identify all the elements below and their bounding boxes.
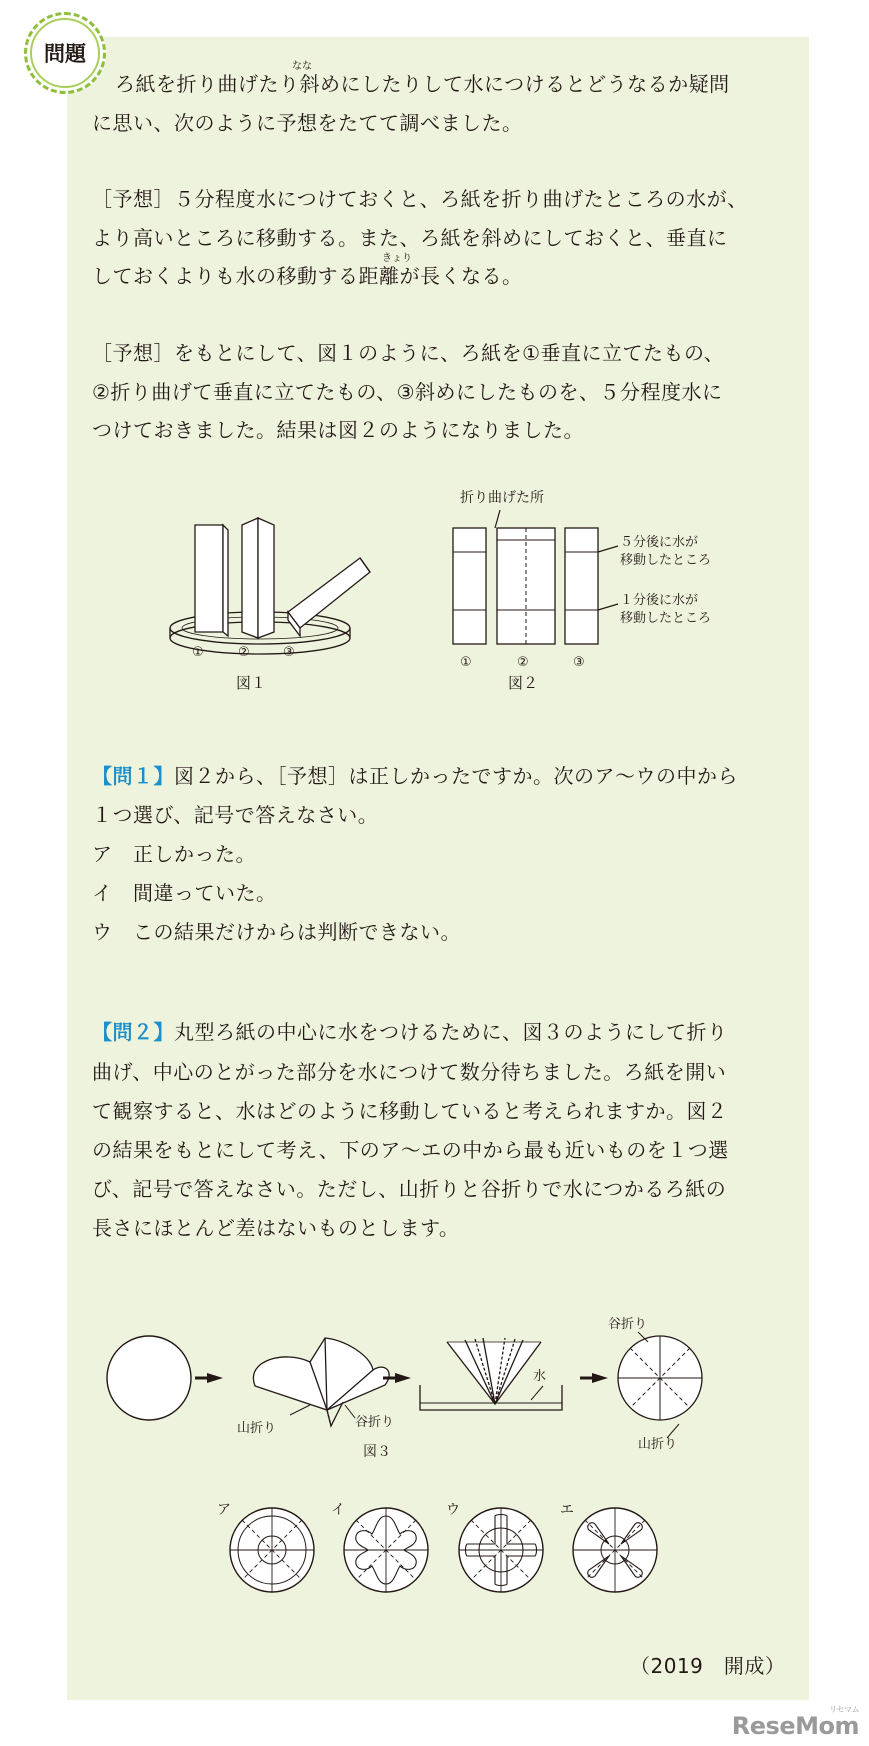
q1-tag: 【問１】 (92, 764, 174, 788)
fig2-label-1min-2: 移動したところ (620, 611, 712, 626)
q1-line-1 (92, 762, 738, 790)
logo-text: ReseMom (731, 1712, 859, 1740)
fig3-caption: 図３ (363, 1444, 391, 1460)
fig1-caption: 図１ (236, 674, 267, 692)
fig2-num-1: ① (460, 655, 472, 670)
option-b-label: イ (331, 1502, 345, 1518)
option-b (344, 1508, 428, 1592)
option-c-label: ウ (446, 1502, 460, 1518)
fig1-strip-2 (242, 518, 274, 638)
hypothesis-line-2: より高いところに移動する。また、ろ紙を斜めにしておくと、垂直に (92, 226, 728, 250)
fig2-label-5min-2: 移動したところ (620, 553, 712, 568)
fig1-strip-3 (288, 558, 370, 636)
fig2-strip-3 (565, 528, 598, 644)
answer-options (215, 1500, 675, 1600)
option-a (230, 1508, 314, 1592)
fig1-num-1: ① (192, 645, 204, 660)
q2-line-3: て観察すると、水はどのように移動していると考えられますか。図２ (92, 1099, 728, 1123)
fig3-valley-label-2: 谷折り (608, 1317, 648, 1332)
q1-choice-c: ウ この結果だけからは判断できない。 (92, 920, 461, 944)
q2-line-1 (92, 1018, 728, 1046)
fig2-num-3: ③ (573, 655, 585, 670)
fig2-strip-1 (453, 528, 486, 644)
hypothesis-line-1: ［予想］５分程度水につけておくと、ろ紙を折り曲げたところの水が、 (92, 187, 748, 211)
problem-badge: 問題 (24, 12, 106, 94)
method-line-3: つけておきました。結果は図２のようになりました。 (92, 418, 584, 442)
fig2-caption: 図２ (508, 674, 539, 692)
hypothesis-line-3: しておくよりも水の移動する距離が長くなる。 (92, 264, 523, 288)
fig2-num-2: ② (517, 655, 529, 670)
fig1-num-2: ② (238, 645, 250, 660)
option-a-label: ア (217, 1502, 231, 1518)
fig2-strip-2 (497, 528, 555, 644)
fig2-label-5min-1: ５分後に水が (620, 535, 699, 550)
figure-1-2 (150, 480, 750, 700)
option-d-label: エ (560, 1502, 574, 1518)
q2-line-5: び、記号で答えなさい。ただし、山折りと谷折りで水につかるろ紙の (92, 1177, 727, 1201)
q2-line-2: 曲げ、中心のとがった部分を水につけて数分待ちました。ろ紙を開い (92, 1060, 727, 1084)
method-line-2: ②折り曲げて垂直に立てたもの、③斜めにしたものを、５分程度水に (92, 380, 723, 404)
intro-line-2: に思い、次のように予想をたてて調べました。 (92, 111, 523, 135)
fig1-num-3: ③ (283, 645, 295, 660)
q1-choice-a: ア 正しかった。 (92, 842, 256, 866)
q2-line-4: の結果をもとにして考え、下のア～エの中から最も近いものを１つ選 (92, 1138, 729, 1162)
fig1-strip-1 (195, 525, 228, 636)
fig3-water-label: 水 (533, 1369, 547, 1384)
option-c (459, 1508, 543, 1592)
method-line-1: ［予想］をもとにして、図１のように、ろ紙を①垂直に立てたもの、 (92, 341, 725, 365)
fig3-valley-label: 谷折り (355, 1415, 395, 1430)
fig3-mountain-label: 山折り (237, 1421, 277, 1436)
fig3-folding-paper (253, 1338, 389, 1426)
q2-tag: 【問２】 (92, 1020, 174, 1044)
ruby-kyori: きょり (382, 253, 412, 264)
figure-3 (95, 1310, 775, 1470)
fig2-fold-label: 折り曲げた所 (460, 490, 544, 506)
logo-ruby: リセマム (829, 1705, 859, 1714)
resemom-logo[interactable] (731, 1705, 859, 1740)
q1-choice-b: イ 間違っていた。 (92, 881, 277, 905)
q1-text-1: 図２から、［予想］は正しかったですか。次のア～ウの中から (174, 764, 738, 788)
q2-text-1: 丸型ろ紙の中心に水をつけるために、図３のようにして折り (174, 1020, 728, 1044)
intro-line-1: ろ紙を折り曲げたり斜めにしたりして水につけるとどうなるか疑問 (115, 72, 730, 96)
ruby-nana: なな (292, 61, 312, 72)
source-note: （2019 開成） (630, 1654, 786, 1678)
fig3-mountain-label-2: 山折り (638, 1437, 678, 1452)
fig2-label-1min-1: １分後に水が (620, 593, 699, 608)
q1-line-2: １つ選び、記号で答えなさい。 (92, 803, 379, 827)
option-d (573, 1508, 657, 1592)
q2-line-6: 長さにほとんど差はないものとします。 (92, 1216, 460, 1240)
fig3-opened-circle (618, 1336, 702, 1420)
fig3-circle (107, 1336, 191, 1420)
